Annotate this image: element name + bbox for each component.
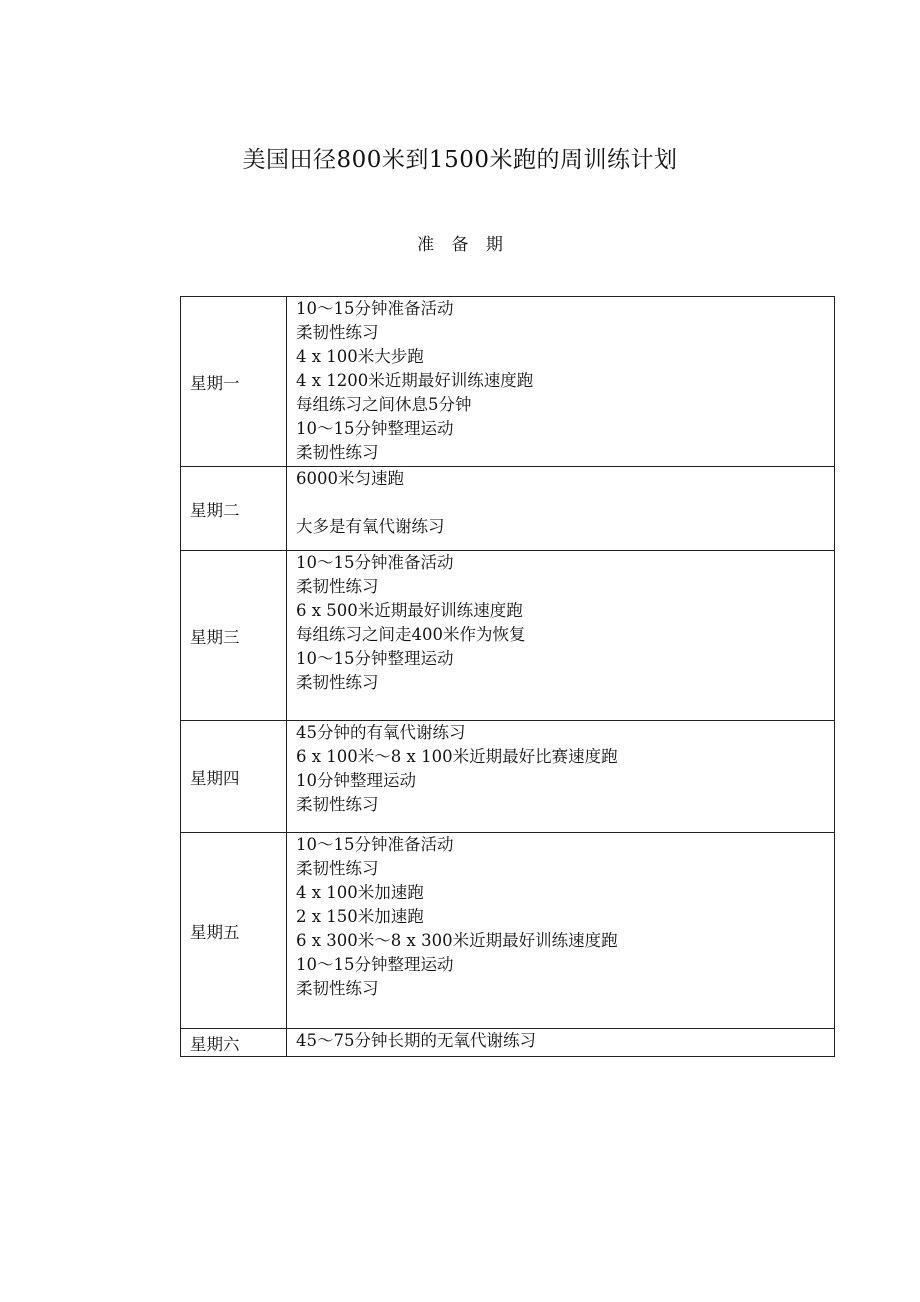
activity-line: 每组练习之间休息5分钟 — [296, 395, 472, 414]
activity-line: 10～15分钟准备活动 — [296, 299, 454, 318]
training-schedule-table — [180, 296, 835, 1057]
activity-line: 6000米匀速跑 — [296, 469, 404, 488]
day-cell: 星期二 — [181, 467, 287, 551]
activity-line: 柔韧性练习 — [296, 859, 379, 878]
activity-line: 柔韧性练习 — [296, 979, 379, 998]
table-row-monday — [181, 297, 835, 467]
activities-cell — [287, 1029, 835, 1057]
activity-line: 10～15分钟整理运动 — [296, 419, 454, 438]
day-cell: 星期六 — [181, 1029, 287, 1057]
activity-line: 柔韧性练习 — [296, 443, 379, 462]
table-row-wednesday — [181, 551, 835, 721]
activity-line: 柔韧性练习 — [296, 673, 379, 692]
activity-line: 10～15分钟准备活动 — [296, 835, 454, 854]
activity-line: 4 x 100米加速跑 — [296, 883, 424, 902]
activities-cell — [287, 467, 835, 551]
activity-line: 大多是有氧代谢练习 — [296, 517, 445, 536]
table-row-friday — [181, 833, 835, 1029]
activity-line: 10～15分钟准备活动 — [296, 553, 454, 572]
activity-line: 每组练习之间走400米作为恢复 — [296, 625, 526, 644]
activity-line: 柔韧性练习 — [296, 577, 379, 596]
activity-line: 6 x 500米近期最好训练速度跑 — [296, 601, 523, 620]
activities-cell — [287, 297, 835, 467]
activity-line: 45分钟的有氧代谢练习 — [296, 723, 466, 742]
activity-line: 6 x 100米～8 x 100米近期最好比赛速度跑 — [296, 747, 618, 766]
day-cell: 星期一 — [181, 297, 287, 467]
table-row-thursday — [181, 721, 835, 833]
activities-cell — [287, 833, 835, 1029]
activity-line: 2 x 150米加速跑 — [296, 907, 424, 926]
activity-line: 10分钟整理运动 — [296, 771, 416, 790]
activity-line: 柔韧性练习 — [296, 795, 379, 814]
day-cell: 星期四 — [181, 721, 287, 833]
activity-line: 柔韧性练习 — [296, 323, 379, 342]
activity-line: 45～75分钟长期的无氧代谢练习 — [296, 1031, 536, 1050]
day-cell: 星期五 — [181, 833, 287, 1029]
table-row-tuesday — [181, 467, 835, 551]
period-subtitle: 准 备 期 — [417, 235, 503, 255]
activities-cell — [287, 721, 835, 833]
activity-line: 6 x 300米～8 x 300米近期最好训练速度跑 — [296, 931, 618, 950]
activity-line: 10～15分钟整理运动 — [296, 955, 454, 974]
activities-cell — [287, 551, 835, 721]
activity-line: 4 x 100米大步跑 — [296, 347, 424, 366]
activity-line — [296, 491, 834, 515]
table-row-saturday — [181, 1029, 835, 1057]
activity-line: 4 x 1200米近期最好训练速度跑 — [296, 371, 534, 390]
activity-line: 10～15分钟整理运动 — [296, 649, 454, 668]
day-cell: 星期三 — [181, 551, 287, 721]
document-title: 美国田径800米到1500米跑的周训练计划 — [242, 147, 678, 173]
